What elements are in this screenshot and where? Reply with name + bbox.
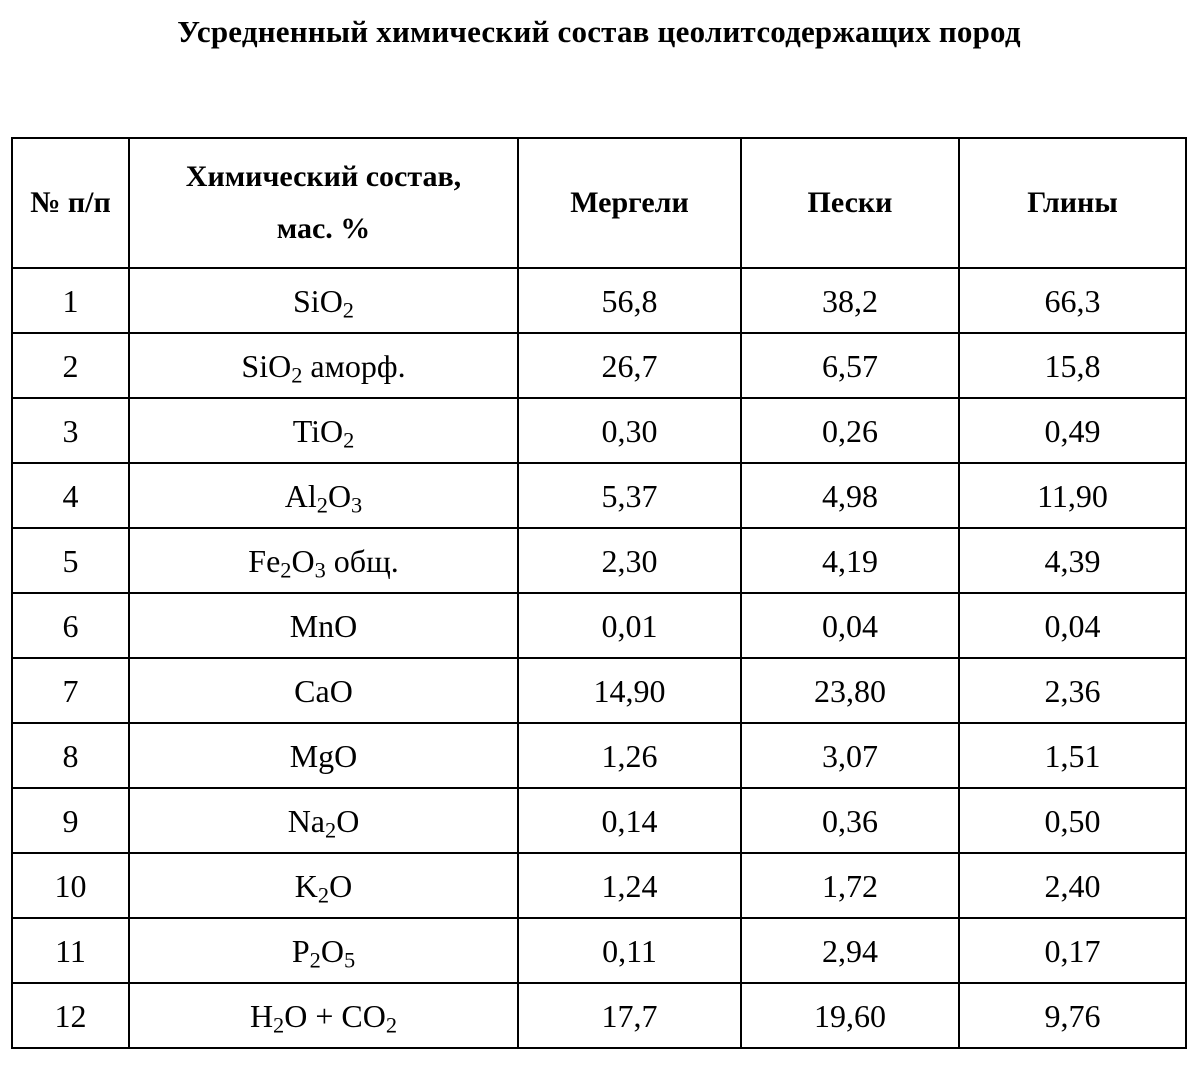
cell-composition	[129, 788, 518, 853]
composition-subscript: 2	[273, 1012, 285, 1038]
table-header-row	[12, 138, 1186, 268]
cell-number: 4	[12, 463, 129, 528]
header-composition-line1: Химический состав,	[185, 160, 462, 193]
table-row	[12, 918, 1186, 983]
composition-text: MgO	[289, 737, 358, 774]
cell-sands: 23,80	[741, 658, 959, 723]
composition-text: K	[294, 867, 318, 904]
composition-text: TiO	[292, 412, 344, 449]
cell-marls: 5,37	[518, 463, 741, 528]
cell-sands: 4,98	[741, 463, 959, 528]
cell-marls: 0,11	[518, 918, 741, 983]
cell-clays: 1,51	[959, 723, 1186, 788]
cell-sands: 2,94	[741, 918, 959, 983]
cell-marls: 17,7	[518, 983, 741, 1048]
cell-clays: 2,36	[959, 658, 1186, 723]
cell-number: 6	[12, 593, 129, 658]
cell-number: 5	[12, 528, 129, 593]
composition-subscript: 2	[317, 882, 330, 908]
cell-number: 11	[12, 918, 129, 983]
composition-subscript: 2	[291, 362, 303, 388]
header-composition-line2: мас. %	[276, 212, 371, 245]
cell-composition	[129, 268, 518, 333]
composition-subscript: 2	[343, 427, 355, 453]
cell-composition	[129, 723, 518, 788]
cell-composition	[129, 398, 518, 463]
cell-number: 7	[12, 658, 129, 723]
cell-clays: 2,40	[959, 853, 1186, 918]
table-row	[12, 463, 1186, 528]
composition-subscript: 5	[343, 947, 356, 973]
cell-composition	[129, 593, 518, 658]
page-title: Усредненный химический состав цеолитсодержащих пород	[177, 14, 1021, 49]
cell-composition	[129, 918, 518, 983]
composition-text: O	[320, 932, 344, 969]
composition-text: O + CO	[284, 997, 386, 1034]
cell-marls: 14,90	[518, 658, 741, 723]
composition-subscript: 2	[342, 297, 354, 323]
cell-sands: 3,07	[741, 723, 959, 788]
cell-composition	[129, 463, 518, 528]
composition-text: SiO	[293, 282, 343, 319]
cell-composition	[129, 983, 518, 1048]
table-row	[12, 853, 1186, 918]
table-body	[12, 268, 1186, 1048]
cell-composition	[129, 528, 518, 593]
composition-subscript: 2	[316, 492, 328, 518]
table-row	[12, 268, 1186, 333]
table-row	[12, 333, 1186, 398]
cell-marls: 1,24	[518, 853, 741, 918]
composition-subscript: 3	[351, 492, 363, 518]
cell-sands: 19,60	[741, 983, 959, 1048]
cell-marls: 1,26	[518, 723, 741, 788]
cell-number: 2	[12, 333, 129, 398]
cell-number: 8	[12, 723, 129, 788]
table-row	[12, 593, 1186, 658]
composition-text: H	[249, 997, 274, 1034]
cell-sands: 1,72	[741, 853, 959, 918]
composition-text: SiO	[241, 347, 292, 384]
composition-text: Na	[287, 802, 325, 839]
header-marls: Мергели	[518, 138, 741, 268]
composition-subscript: 3	[314, 557, 326, 583]
cell-sands: 0,04	[741, 593, 959, 658]
cell-number: 10	[12, 853, 129, 918]
cell-number: 12	[12, 983, 129, 1048]
composition-text: CaO	[294, 672, 353, 709]
composition-text: Fe	[248, 542, 281, 579]
cell-marls: 26,7	[518, 333, 741, 398]
header-clays: Глины	[959, 138, 1186, 268]
composition-text: MnO	[289, 607, 358, 644]
cell-sands: 0,36	[741, 788, 959, 853]
composition-text: O	[291, 542, 315, 579]
table-row	[12, 528, 1186, 593]
cell-sands: 38,2	[741, 268, 959, 333]
cell-clays: 0,04	[959, 593, 1186, 658]
cell-composition	[129, 658, 518, 723]
cell-clays: 15,8	[959, 333, 1186, 398]
composition-subscript: 2	[325, 817, 337, 843]
cell-marls: 2,30	[518, 528, 741, 593]
composition-table	[11, 137, 1187, 1049]
cell-number: 9	[12, 788, 129, 853]
composition-subscript: 2	[280, 557, 292, 583]
cell-number: 1	[12, 268, 129, 333]
composition-text: O	[329, 867, 353, 904]
table-row	[12, 788, 1186, 853]
cell-clays: 0,17	[959, 918, 1186, 983]
cell-clays: 9,76	[959, 983, 1186, 1048]
cell-marls: 0,30	[518, 398, 741, 463]
cell-sands: 6,57	[741, 333, 959, 398]
table-row	[12, 398, 1186, 463]
cell-clays: 4,39	[959, 528, 1186, 593]
composition-text: O	[327, 477, 352, 514]
table-row	[12, 658, 1186, 723]
composition-text: Al	[284, 477, 317, 514]
composition-subscript: 2	[309, 947, 321, 973]
cell-sands: 0,26	[741, 398, 959, 463]
cell-clays: 11,90	[959, 463, 1186, 528]
cell-clays: 66,3	[959, 268, 1186, 333]
composition-text: аморф.	[302, 347, 406, 384]
header-sands: Пески	[741, 138, 959, 268]
composition-text: P	[291, 932, 310, 969]
cell-marls: 56,8	[518, 268, 741, 333]
cell-composition	[129, 853, 518, 918]
table-row	[12, 983, 1186, 1048]
header-composition	[129, 138, 518, 268]
cell-number: 3	[12, 398, 129, 463]
composition-subscript: 2	[385, 1012, 398, 1038]
cell-clays: 0,50	[959, 788, 1186, 853]
cell-marls: 0,01	[518, 593, 741, 658]
header-number: № п/п	[12, 138, 129, 268]
cell-sands: 4,19	[741, 528, 959, 593]
cell-composition	[129, 333, 518, 398]
composition-text: общ.	[325, 542, 399, 579]
cell-clays: 0,49	[959, 398, 1186, 463]
cell-marls: 0,14	[518, 788, 741, 853]
composition-text: O	[336, 802, 360, 839]
table-row	[12, 723, 1186, 788]
